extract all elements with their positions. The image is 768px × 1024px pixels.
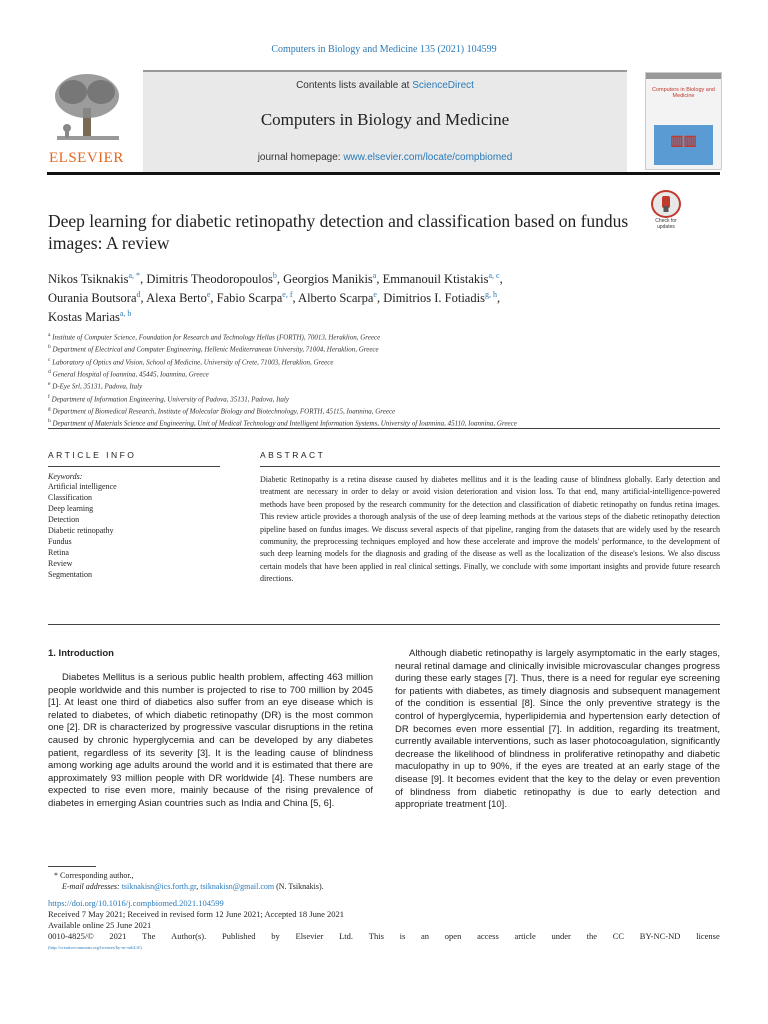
affiliation-item: $^e$ D-Eye Srl, 35131, Padova, Italy [48,381,143,391]
intro-left-column [48,672,373,811]
keywords-list [48,481,220,580]
footnotes [48,866,720,892]
cover-graphic-icon: ▥▥ [670,134,697,149]
journal-masthead [47,70,720,170]
email-label: E-mail addresses: [62,882,120,891]
intro-paragraph: Although diabetic retinopathy is largely asymptomatic in the early stages, neural retinal damage and clinically invisible microvascular changes progress during these early stages [7]. Thus, there is a need for regular eye screening for patients with diabetes, as timely diagnosis and subsequent management of the condition is essential [8]. Since the only preventive strategy is the control of hyperglycemia, hyperlipidemia and hypertension early detection of DR becomes even more essential [7]. In addition, regarding its treatment, currently available interventions, such as laser photocoagulation, significantly decrease the likelihood of blindness in proliferative retinopathy and diabetic maculopathy in up to 90%, if the eyes are treated at an early stage of the disease [9]. It becomes evident that the key to the delay or even prevention of blindness from diabetic retinopathy is due to early detection and appropriate treatment [10]. [395,648,720,811]
author-separator: , [499,272,503,287]
author-affiliation-marker[interactable]: g, h [484,290,497,300]
author-name[interactable]: Fabio Scarpa [216,291,283,306]
author-name[interactable]: Alberto Scarpa [298,291,374,306]
corresponding-author-note: * Corresponding author., [54,871,134,880]
cover-top-bar [646,73,721,79]
doi-link[interactable]: https://doi.org/10.1016/j.compbiomed.2021.104599 [48,898,224,908]
journal-name: Computers in Biology and Medicine [260,110,510,129]
author-name[interactable]: Georgios Manikis [283,272,373,287]
keywords-label: Keywords: [48,472,83,481]
author-name[interactable]: Nikos Tsiknakis [48,272,129,287]
contents-prefix: Contents lists available at [296,80,413,91]
keyword-item: Segmentation [48,570,92,579]
article-info-rule [48,466,220,467]
journal-homepage-link[interactable]: www.elsevier.com/locate/compbiomed [343,152,513,163]
keywords-block [48,472,220,580]
keyword-item: Artificial intelligence [48,482,117,491]
cover-title: Computers in Biology and Medicine [652,87,715,99]
author-affiliation-marker[interactable]: a [372,271,377,280]
author-affiliation-marker[interactable]: a, * [128,271,141,280]
email-owner: (N. Tsiknakis). [276,882,324,891]
intro-right-column [395,648,720,812]
introduction-heading: 1. Introduction [48,648,114,659]
elsevier-tree-icon [47,70,129,148]
abstract-heading: ABSTRACT [260,450,326,460]
keyword-item: Review [48,559,73,568]
available-online: Available online 25 June 2021 [48,920,152,930]
elsevier-wordmark: ELSEVIER [49,150,124,166]
author-separator: , [376,272,383,287]
keyword-item: Classification [48,493,92,502]
journal-cover-thumbnail[interactable] [645,72,722,170]
abstract-text: Diabetic Retinopathy is a retina disease caused by diabetes mellitus and it is the leading cause of blindness globally. Early detection and treatment are necessary in order to delay or avoid vision deterioration and vision loss. To that end, many artificial-intelligence-powered methods have been proposed by the research community for the detection and classification of diabetic retinopathy on fundus retina images. This review article provides a thorough analysis of the use of deep learning methods at the various steps of the diabetic retinopathy detection pipeline based on fundus images. We discuss several aspects of that pipeline, ranging from the datasets that are widely used by the research community, the preprocessing techniques employed and how these accelerate and improve the models' performance, to the development of such deep learning models for the diagnosis and grading of the disease as well as the localization of the disease's lesions. We also discuss certain models that have been applied in real clinical settings. Finally, we conclude with some important insights and provide future research directions. [260,475,720,584]
email-addresses: E-mail addresses: tsiknakisn@ics.forth.gr, tsiknakisn@gmail.com (N. Tsiknakis). [62,882,324,891]
author-affiliation-marker[interactable]: e, f [282,290,293,300]
keyword-item: Retina [48,548,69,557]
publication-info [48,898,720,953]
abstract-bottom-rule [48,624,720,625]
affiliation-item: $^a$ Institute of Computer Science, Foundation for Research and Technology Hellas (FORTH), 70013, Heraklion, Greece [48,332,381,342]
author-name[interactable]: Alexa Berto [146,291,207,306]
author-separator: , [210,291,217,306]
affiliation-list [48,330,720,429]
received-dates: Received 7 May 2021; Received in revised form 12 June 2021; Accepted 18 June 2021 [48,909,345,919]
author-affiliation-marker[interactable]: e [373,290,377,300]
check-for-updates-badge[interactable] [648,190,684,230]
author-separator: , [292,291,299,306]
author-separator: , [496,291,501,306]
affiliation-item: $^c$ Laboratory of Optics and Vision, School of Medicine, University of Crete, 71003, Heraklion, Greece [48,356,334,366]
license-url-link[interactable]: (http://creativecommons.org/licenses/by-nc-nd/4.0/). [48,945,143,950]
affiliation-item: $^f$ Department of Information Engineering, University of Padova, 35131, Padova, Italy [48,393,289,403]
author-name[interactable]: Dimitrios I. Fotiadis [383,291,485,306]
author-separator: , [376,291,384,306]
author-separator: , [140,272,147,287]
affiliation-item: $^b$ Department of Electrical and Computer Engineering, Hellenic Mediterranean University, 71004, Heraklion, Greece [48,344,379,354]
keyword-item: Detection [48,515,80,524]
author-name[interactable]: Dimitris Theodoropoulos [146,272,273,287]
footnote-rule [48,866,96,867]
keyword-item: Diabetic retinopathy [48,526,114,535]
contents-line [143,80,627,91]
author-name[interactable]: Emmanouil Ktistakis [382,272,489,287]
author-separator: , [276,272,284,287]
cover-image [654,125,713,165]
article-title: Deep learning for diabetic retinopathy detection and classification based on fundus images: A review [48,211,629,253]
affiliation-item: $^d$ General Hospital of Ioannina, 45445, Ioannina, Greece [48,368,209,379]
keyword-item: Fundus [48,537,72,546]
author-affiliation-marker[interactable]: b [272,271,277,280]
affiliation-item: $^h$ Department of Materials Science and Engineering, Unit of Medical Technology and Intelligent Information Systems, University of Ioannina, 45110, Ioannina, Greece [48,418,517,428]
author-name[interactable]: Kostas Marias [48,310,120,325]
author-separator: , [140,291,147,306]
masthead-rule [47,172,720,175]
section-divider [48,428,720,429]
author-name[interactable]: Ourania Boutsora [48,291,137,306]
elsevier-logo[interactable] [47,70,129,170]
check-updates-label: Check for updates [655,218,677,230]
intro-paragraph: Diabetes Mellitus is a serious public health problem, affecting 463 million people worldwide and this number is projected to rise to 700 million by 2045 [1]. At least one third of diabetics also suffer from an eye disease which is related to diabetes, of which diabetic retinopathy (DR) is the most common one [2]. DR is characterized by progressive vascular disruptions in the retina caused by chronic hyperglycemia and can be developed by any diabetes patient, regardless of its severity [3]. It is the leading cause of blindness among working age adults around the world and it is estimated that there are approximately 93 million people with DR worldwide [4]. These numbers are expected to rise even more, mainly because of the rising prevalence of diabetes in emerging Asian countries such as India and China [5, 6]. [48,672,373,809]
keyword-item: Deep learning [48,504,94,513]
author-list [48,268,658,325]
author-affiliation-marker[interactable]: a, c [488,271,500,280]
author-affiliation-marker[interactable]: d [136,290,141,300]
article-info-heading: ARTICLE INFO [48,450,137,460]
journal-reference-link[interactable]: Computers in Biology and Medicine 135 (2021) 104599 [271,44,497,55]
email-link[interactable]: tsiknakisn@gmail.com [200,882,275,891]
sciencedirect-link[interactable]: ScienceDirect [412,80,474,91]
homepage-prefix: journal homepage: [257,152,344,163]
check-updates-icon [651,190,681,218]
author-affiliation-marker[interactable]: a, b [119,309,132,319]
abstract-rule [260,466,720,467]
author-affiliation-marker[interactable]: e [206,290,211,300]
journal-banner [143,70,627,172]
homepage-line [143,152,627,163]
affiliation-item: $^g$ Department of Biomedical Research, Institute of Molecular Biology and Biotechnology, FORTH, 45115, Ioannina, Greece [48,405,396,416]
email-link[interactable]: tsiknakisn@ics.forth.gr [121,882,197,891]
license-statement: 0010-4825/© 2021 The Author(s). Published by Elsevier Ltd. This is an open access article under the CC BY-NC-ND license [48,931,720,941]
